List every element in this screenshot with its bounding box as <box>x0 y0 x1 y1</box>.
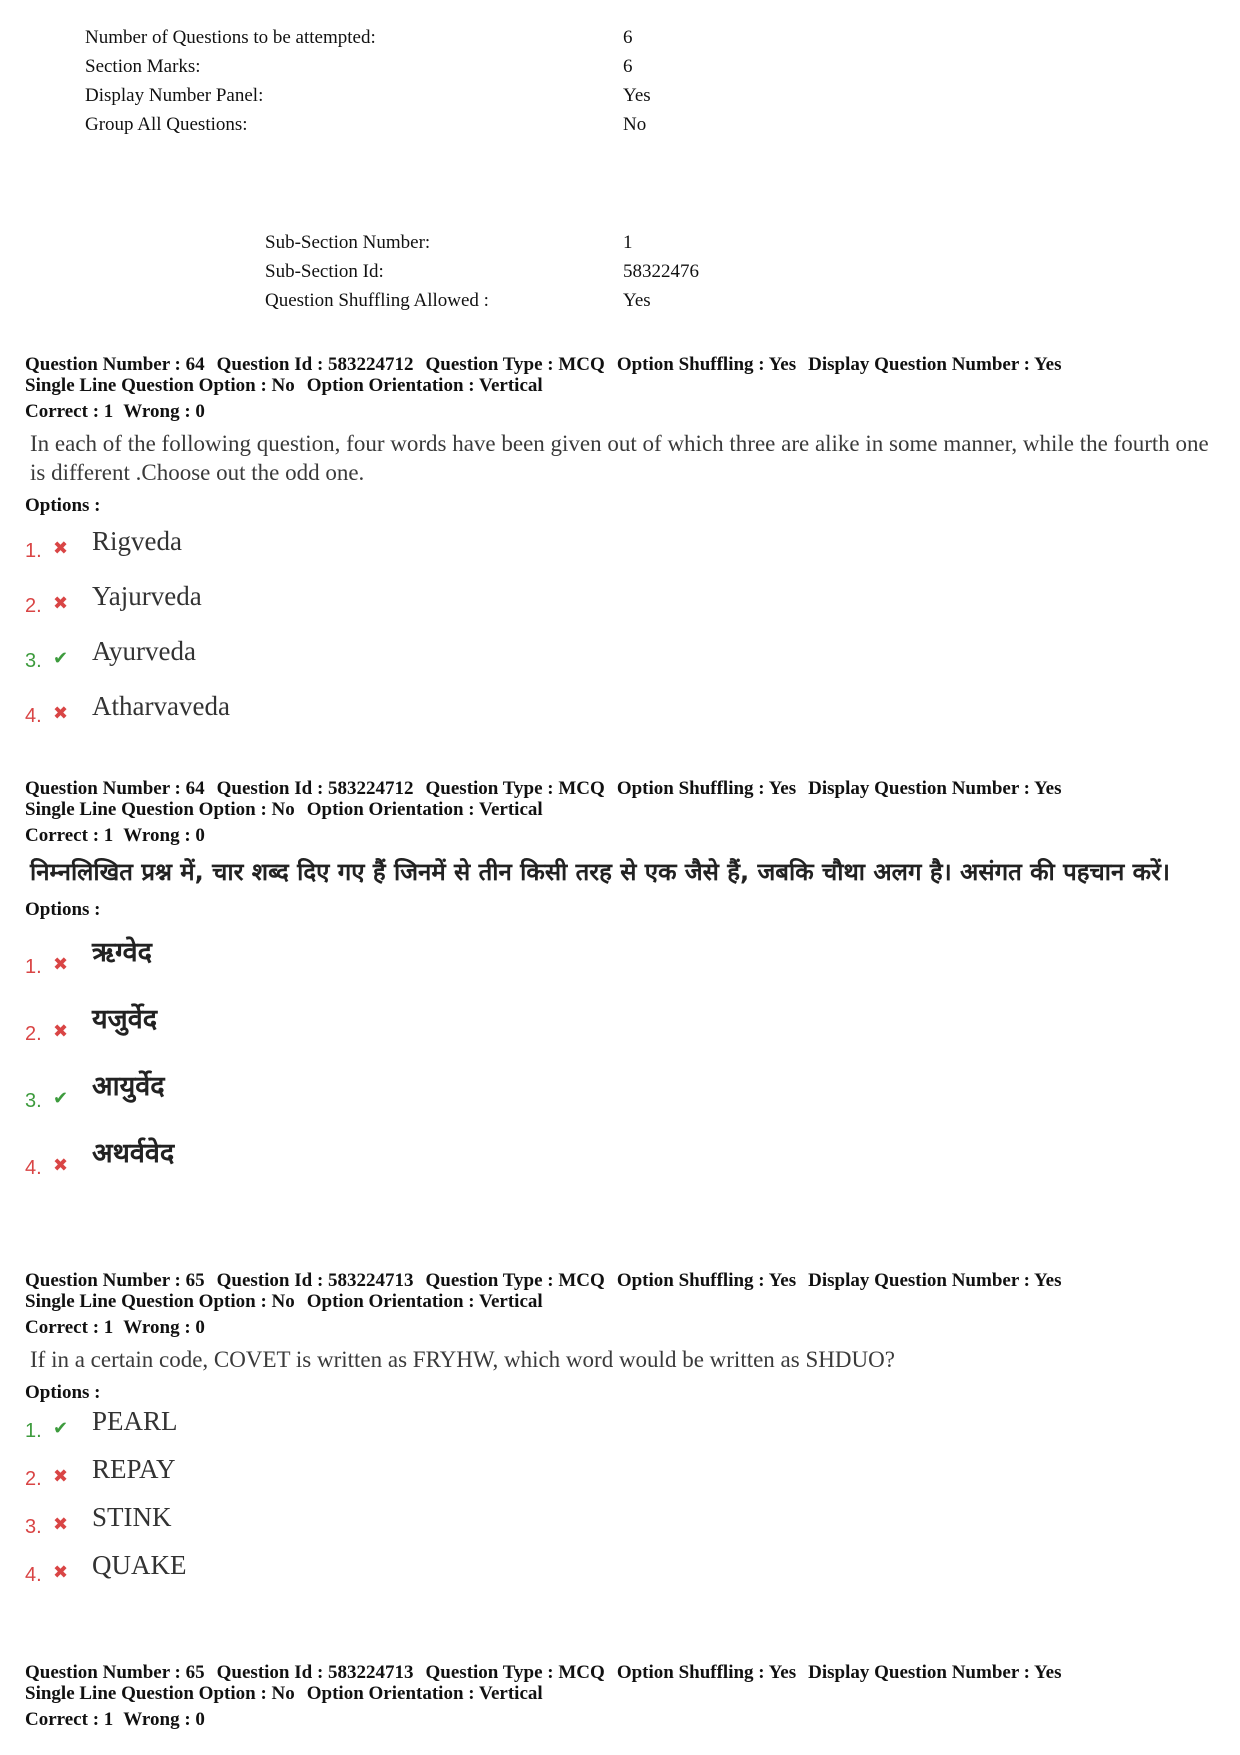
subsection-label: Question Shuffling Allowed : <box>265 290 489 311</box>
section-row <box>85 110 685 139</box>
section-label: Number of Questions to be attempted: <box>85 27 376 48</box>
question-type: Question Type : MCQ <box>425 1662 605 1683</box>
option-shuffling: Option Shuffling : Yes <box>616 1662 797 1683</box>
question-number: Question Number : 64 <box>25 354 205 375</box>
options-list <box>25 516 1225 736</box>
question-number: Question Number : 65 <box>25 1270 205 1291</box>
subsection-value: 1 <box>623 232 633 253</box>
option-shuffling: Option Shuffling : Yes <box>616 1270 797 1291</box>
wrong-marks: Wrong : 0 <box>123 1709 205 1730</box>
cross-icon: ✖ <box>53 1466 69 1487</box>
question-meta <box>25 1291 1225 1312</box>
option-item <box>25 1499 1225 1547</box>
question-meta <box>25 1662 1225 1683</box>
section-row <box>85 81 685 110</box>
single-line-option: Single Line Question Option : No <box>25 799 295 820</box>
option-number: 2. <box>25 1023 42 1045</box>
option-text: आयुर्वेद <box>92 1071 165 1102</box>
section-value: 6 <box>623 56 633 77</box>
section-value: Yes <box>623 85 651 106</box>
subsection-row <box>265 257 765 286</box>
question-type: Question Type : MCQ <box>425 1270 605 1291</box>
question-number: Question Number : 65 <box>25 1662 205 1683</box>
option-number: 3. <box>25 1090 42 1112</box>
question-id: Question Id : 583224713 <box>216 1270 414 1291</box>
wrong-marks: Wrong : 0 <box>123 401 205 422</box>
question-type: Question Type : MCQ <box>425 354 605 375</box>
option-text: QUAKE <box>92 1550 187 1580</box>
option-item <box>25 987 1225 1054</box>
option-item <box>25 681 1225 736</box>
subsection-value: Yes <box>623 290 651 311</box>
display-question-number: Display Question Number : Yes <box>808 1270 1062 1291</box>
cross-icon: ✖ <box>53 1155 69 1176</box>
option-item <box>25 1403 1225 1451</box>
option-number: 4. <box>25 1157 42 1179</box>
question-block <box>25 354 1225 736</box>
option-text: STINK <box>92 1502 172 1532</box>
question-type: Question Type : MCQ <box>425 778 605 799</box>
options-label: Options : <box>25 899 101 920</box>
question-meta <box>25 1683 1225 1704</box>
options-list <box>25 920 1225 1188</box>
option-item <box>25 571 1225 626</box>
options-label: Options : <box>25 495 101 516</box>
section-label: Group All Questions: <box>85 114 248 135</box>
question-meta <box>25 799 1225 820</box>
subsection-value: 58322476 <box>623 261 699 282</box>
option-item <box>25 1451 1225 1499</box>
question-block <box>25 1662 1225 1730</box>
options-label: Options : <box>25 1382 101 1403</box>
cross-icon: ✖ <box>53 1562 69 1583</box>
option-item <box>25 920 1225 987</box>
option-text: REPAY <box>92 1454 176 1484</box>
option-item <box>25 1121 1225 1188</box>
cross-icon: ✖ <box>53 1514 69 1535</box>
option-item <box>25 626 1225 681</box>
section-label: Display Number Panel: <box>85 85 264 106</box>
option-text: ऋग्वेद <box>92 937 152 968</box>
option-orientation: Option Orientation : Vertical <box>306 375 543 396</box>
question-meta <box>25 778 1225 799</box>
option-item <box>25 1547 1225 1595</box>
option-text: Yajurveda <box>92 581 202 611</box>
question-id: Question Id : 583224712 <box>216 354 414 375</box>
option-number: 1. <box>25 540 42 562</box>
option-number: 3. <box>25 1516 42 1538</box>
question-meta <box>25 354 1225 375</box>
option-item <box>25 1054 1225 1121</box>
option-orientation: Option Orientation : Vertical <box>306 1683 543 1704</box>
option-text: अथर्ववेद <box>92 1138 175 1169</box>
option-number: 2. <box>25 1468 42 1490</box>
subsection-label: Sub-Section Number: <box>265 232 431 253</box>
single-line-option: Single Line Question Option : No <box>25 1291 295 1312</box>
correct-marks: Correct : 1 <box>25 1709 114 1730</box>
option-item <box>25 516 1225 571</box>
display-question-number: Display Question Number : Yes <box>808 354 1062 375</box>
cross-icon: ✖ <box>53 593 69 614</box>
option-orientation: Option Orientation : Vertical <box>306 799 543 820</box>
question-meta <box>25 375 1225 396</box>
option-shuffling: Option Shuffling : Yes <box>616 778 797 799</box>
section-label: Section Marks: <box>85 56 201 77</box>
option-number: 4. <box>25 1564 42 1586</box>
cross-icon: ✖ <box>53 703 69 724</box>
option-text: Rigveda <box>92 526 182 556</box>
correct-marks: Correct : 1 <box>25 1317 114 1338</box>
wrong-marks: Wrong : 0 <box>123 1317 205 1338</box>
single-line-option: Single Line Question Option : No <box>25 375 295 396</box>
correct-marks: Correct : 1 <box>25 401 114 422</box>
question-score <box>25 1317 1225 1338</box>
option-number: 4. <box>25 705 42 727</box>
subsection-row <box>265 228 765 257</box>
question-id: Question Id : 583224713 <box>216 1662 414 1683</box>
section-row <box>85 52 685 81</box>
question-score <box>25 401 1225 422</box>
section-value: No <box>623 114 647 135</box>
display-question-number: Display Question Number : Yes <box>808 1662 1062 1683</box>
question-block <box>25 778 1225 1188</box>
cross-icon: ✖ <box>53 954 69 975</box>
subsection-label: Sub-Section Id: <box>265 261 384 282</box>
section-info <box>85 23 685 139</box>
correct-marks: Correct : 1 <box>25 825 114 846</box>
question-score <box>25 1709 1225 1730</box>
check-icon: ✔ <box>53 648 69 669</box>
option-text: Atharvaveda <box>92 691 230 721</box>
question-score <box>25 825 1225 846</box>
question-meta <box>25 1270 1225 1291</box>
option-orientation: Option Orientation : Vertical <box>306 1291 543 1312</box>
question-number: Question Number : 64 <box>25 778 205 799</box>
option-number: 1. <box>25 1420 42 1442</box>
option-number: 3. <box>25 650 42 672</box>
question-text: In each of the following question, four words have been given out of which three are alike in some manner, while the fourth one is different .Choose out the odd one. <box>30 431 1209 485</box>
wrong-marks: Wrong : 0 <box>123 825 205 846</box>
display-question-number: Display Question Number : Yes <box>808 778 1062 799</box>
single-line-option: Single Line Question Option : No <box>25 1683 295 1704</box>
question-id: Question Id : 583224712 <box>216 778 414 799</box>
option-text: PEARL <box>92 1406 178 1436</box>
options-list <box>25 1403 1225 1595</box>
check-icon: ✔ <box>53 1088 69 1109</box>
option-shuffling: Option Shuffling : Yes <box>616 354 797 375</box>
question-block <box>25 1270 1225 1595</box>
section-row <box>85 23 685 52</box>
option-number: 2. <box>25 595 42 617</box>
subsection-row <box>265 286 765 315</box>
option-text: यजुर्वेद <box>92 1004 158 1035</box>
cross-icon: ✖ <box>53 538 69 559</box>
option-text: Ayurveda <box>92 636 196 666</box>
cross-icon: ✖ <box>53 1021 69 1042</box>
section-value: 6 <box>623 27 633 48</box>
check-icon: ✔ <box>53 1418 69 1439</box>
question-text: निम्नलिखित प्रश्न में, चार शब्द दिए गए हैं जिनमें से तीन किसी तरह से एक जैसे हैं, जबकि चौथा अलग है। असंगत की पहचान करें। <box>30 858 1170 886</box>
subsection-info <box>265 228 765 315</box>
option-number: 1. <box>25 956 42 978</box>
question-text: If in a certain code, COVET is written as FRYHW, which word would be written as SHDUO? <box>30 1347 895 1372</box>
